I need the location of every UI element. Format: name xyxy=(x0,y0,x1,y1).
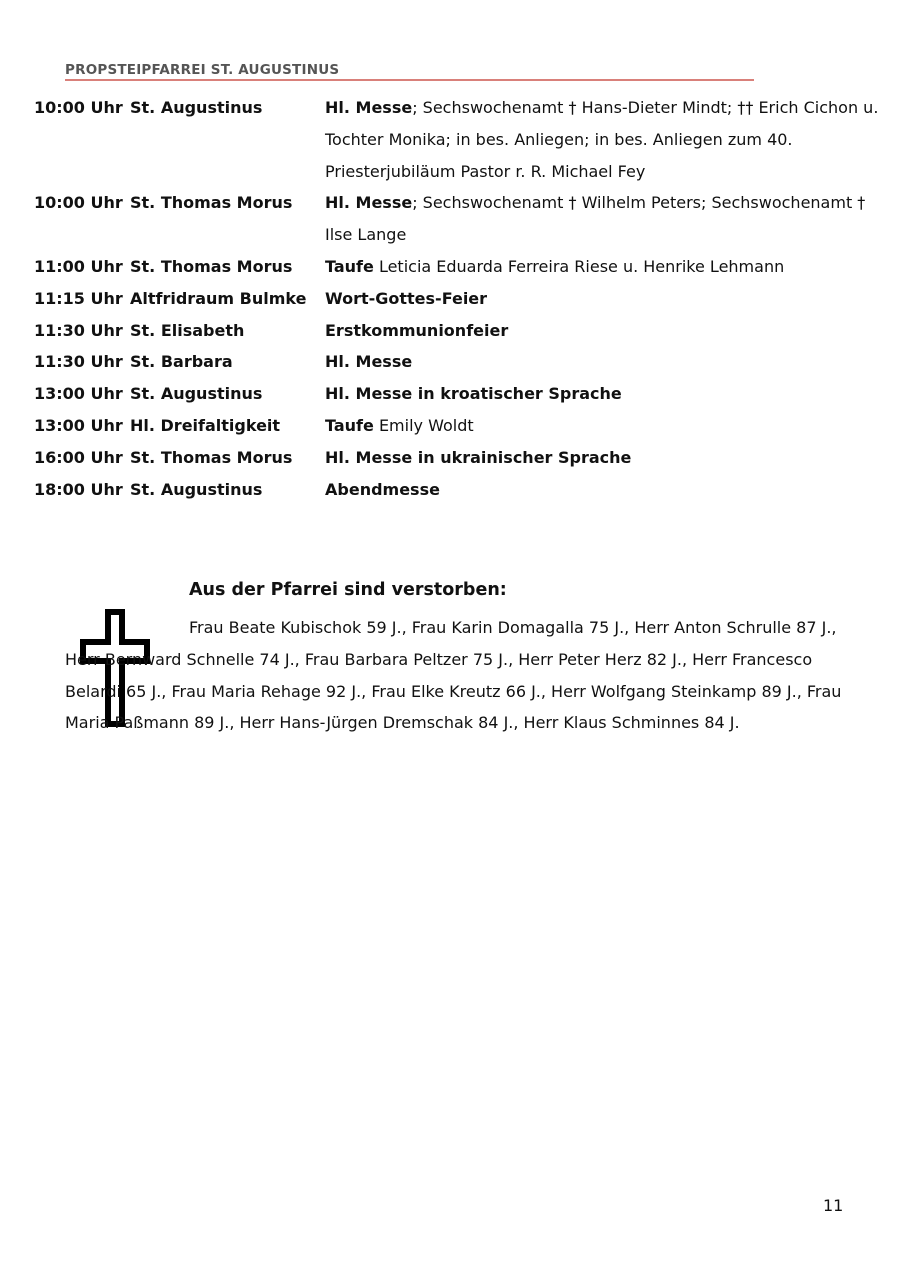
schedule-service: Erstkommunionfeier xyxy=(325,320,509,340)
page-number: 11 xyxy=(823,1196,844,1215)
schedule-time: 11:30 Uhr xyxy=(34,320,123,340)
schedule-details: ; Sechswochenamt † Wilhelm Peters; Sechswochenamt † Ilse Lange xyxy=(325,193,866,245)
schedule-service: Hl. Messe xyxy=(325,98,413,117)
schedule-description xyxy=(325,251,894,283)
schedule-time: 13:00 Uhr xyxy=(34,384,123,404)
schedule-row xyxy=(34,442,894,474)
schedule-place: St. Elisabeth xyxy=(130,320,245,340)
schedule-place: Altfridraum Bulmke xyxy=(130,288,307,308)
schedule-service: Hl. Messe in ukrainischer Sprache xyxy=(325,447,632,467)
schedule-place: St. Augustinus xyxy=(130,384,263,404)
schedule-description xyxy=(325,346,894,378)
schedule-time: 13:00 Uhr xyxy=(34,415,123,435)
schedule-row xyxy=(34,187,894,251)
schedule-row xyxy=(34,315,894,347)
schedule-row xyxy=(34,474,894,506)
schedule-time: 16:00 Uhr xyxy=(34,447,123,467)
schedule-service: Hl. Messe in kroatischer Sprache xyxy=(325,384,622,404)
schedule-description xyxy=(325,315,894,347)
schedule-place: St. Augustinus xyxy=(130,98,263,117)
schedule-place: St. Thomas Morus xyxy=(130,256,293,276)
schedule-description xyxy=(325,378,894,410)
schedule-service: Hl. Messe xyxy=(325,352,413,372)
page-header: PROPSTEIPFARREI ST. AUGUSTINUS xyxy=(65,62,754,81)
obituary-title: Aus der Pfarrei sind verstorben: xyxy=(189,580,507,600)
schedule-details: Emily Woldt xyxy=(373,415,474,435)
schedule-service: Hl. Messe xyxy=(325,193,413,213)
schedule-description xyxy=(325,283,894,315)
schedule-time: 11:00 Uhr xyxy=(34,256,123,276)
schedule-description xyxy=(325,92,894,187)
schedule-row xyxy=(34,410,894,442)
schedule-place: St. Thomas Morus xyxy=(130,193,293,213)
schedule-place: St. Barbara xyxy=(130,352,233,372)
schedule-description xyxy=(325,187,894,251)
schedule-service: Taufe xyxy=(325,415,374,435)
mass-schedule xyxy=(34,92,894,505)
schedule-time: 10:00 Uhr xyxy=(34,98,123,117)
schedule-service: Taufe xyxy=(325,256,374,276)
schedule-description xyxy=(325,410,894,442)
schedule-row xyxy=(34,346,894,378)
schedule-place: St. Thomas Morus xyxy=(130,447,293,467)
schedule-service: Abendmesse xyxy=(325,479,440,499)
schedule-details: ; Sechswochenamt † Hans-Dieter Mindt; †† Erich Cichon u. Tochter Monika; in bes. Anliegen; in bes. Anliegen zum 40. Priesterjubiläum Pastor r. R. Michael Fey xyxy=(325,98,879,181)
schedule-place: St. Augustinus xyxy=(130,479,263,499)
schedule-time: 11:15 Uhr xyxy=(34,288,123,308)
schedule-place: Hl. Dreifaltigkeit xyxy=(130,415,281,435)
obituary-list: Frau Beate Kubischok 59 J., Frau Karin Domagalla 75 J., Herr Anton Schrulle 87 J., Herr Bernward Schnelle 74 J., Frau Barbara Peltzer 75 J., Herr Peter Herz 82 J., Herr Francesco Belardi 65 J., Frau Maria Rehage 92 J., Frau Elke Kreutz 66 J., Herr Wolfgang Steinkamp 89 J., Frau Maria Paßmann 89 J., Herr Hans-Jürgen Dremschak 84 J., Herr Klaus Schminnes 84 J. xyxy=(65,618,842,733)
schedule-row xyxy=(34,92,894,187)
schedule-service: Wort-Gottes-Feier xyxy=(325,288,488,308)
schedule-description xyxy=(325,442,894,474)
schedule-time: 18:00 Uhr xyxy=(34,479,123,499)
schedule-row xyxy=(34,378,894,410)
schedule-time: 10:00 Uhr xyxy=(34,193,123,213)
schedule-row xyxy=(34,251,894,283)
schedule-time: 11:30 Uhr xyxy=(34,352,123,372)
schedule-description xyxy=(325,474,894,506)
schedule-row xyxy=(34,283,894,315)
schedule-details: Leticia Eduarda Ferreira Riese u. Henrike Lehmann xyxy=(373,256,785,276)
